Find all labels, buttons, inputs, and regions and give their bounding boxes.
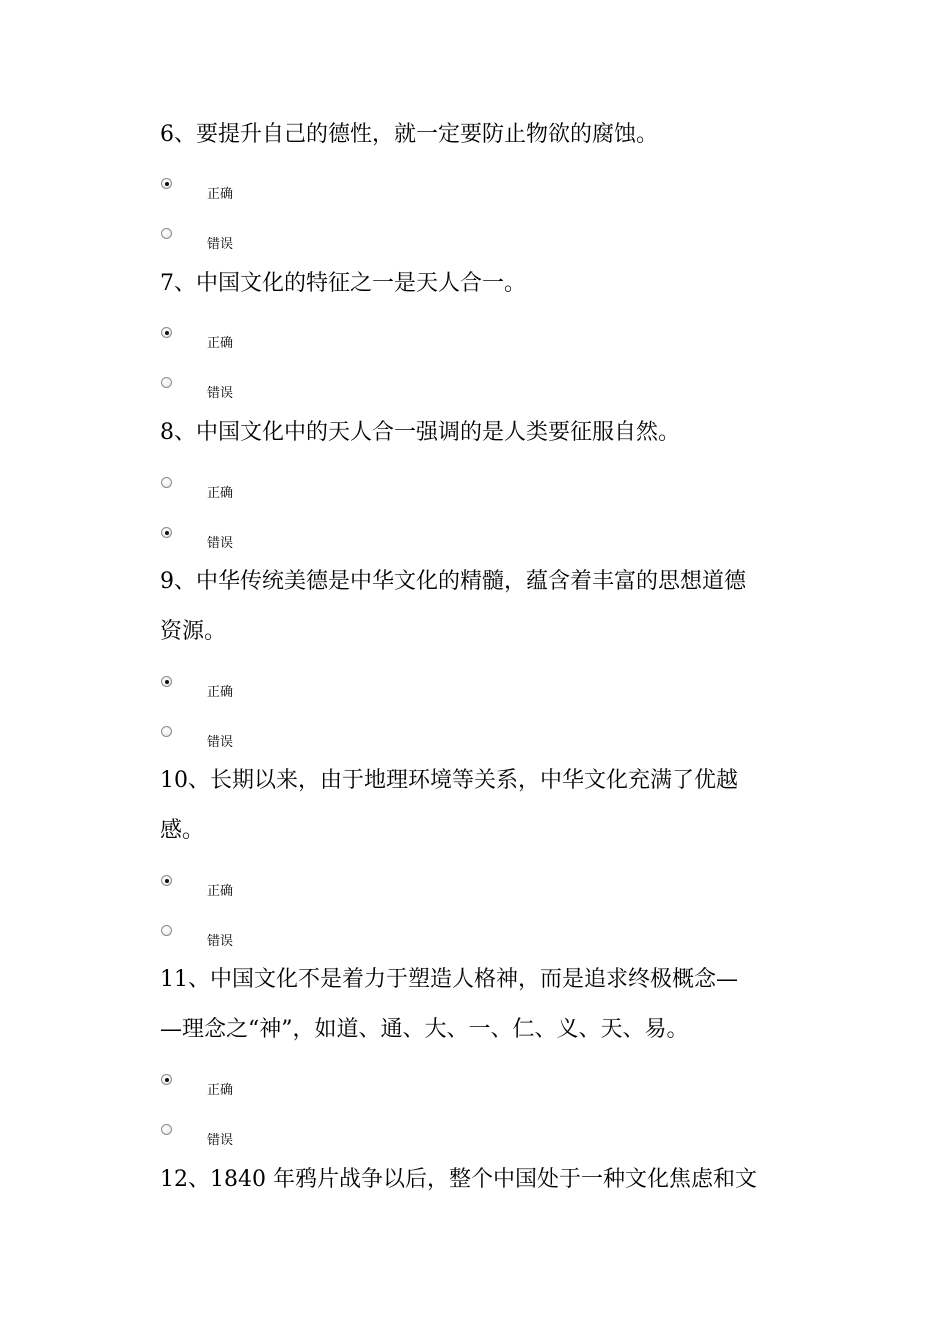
option-label: 正确 — [207, 884, 234, 899]
option-label: 正确 — [207, 187, 234, 202]
question-line: 9、中华传统美德是中华文化的精髓，蕴含着丰富的思想道德 — [160, 569, 746, 594]
question-6-text — [160, 110, 800, 160]
question-9-text — [160, 557, 800, 657]
question-7-option-correct[interactable] — [160, 327, 360, 363]
radio-selected-icon[interactable] — [161, 676, 172, 687]
question-line: —理念之“神”，如道、通、大、一、仁、义、天、易。 — [160, 1017, 689, 1042]
option-label: 错误 — [207, 237, 234, 252]
question-line: 7、中国文化的特征之一是天人合一。 — [160, 271, 526, 296]
question-10-text — [160, 756, 800, 856]
question-9-option-correct[interactable] — [160, 676, 360, 712]
question-10-option-correct[interactable] — [160, 875, 360, 911]
question-7-text — [160, 259, 800, 309]
option-label: 正确 — [207, 336, 234, 351]
radio-unselected-icon[interactable] — [161, 228, 172, 239]
radio-selected-icon[interactable] — [161, 178, 172, 189]
question-line: 感。 — [160, 818, 205, 843]
option-label: 错误 — [207, 386, 234, 401]
radio-selected-icon[interactable] — [161, 875, 172, 886]
radio-selected-icon[interactable] — [161, 527, 172, 538]
question-line: 10、长期以来，由于地理环境等关系，中华文化充满了优越 — [160, 768, 738, 793]
question-8-text — [160, 408, 800, 458]
option-label: 错误 — [207, 1133, 234, 1148]
question-line: 11、中国文化不是着力于塑造人格神，而是追求终极概念— — [160, 967, 738, 992]
question-line: 8、中国文化中的天人合一强调的是人类要征服自然。 — [160, 420, 680, 445]
option-label: 错误 — [207, 934, 234, 949]
question-12-text — [160, 1155, 800, 1205]
radio-selected-icon[interactable] — [161, 1074, 172, 1085]
question-line: 12、1840 年鸦片战争以后，整个中国处于一种文化焦虑和文 — [160, 1167, 757, 1192]
question-11-option-correct[interactable] — [160, 1074, 360, 1110]
radio-unselected-icon[interactable] — [161, 477, 172, 488]
question-11-text — [160, 955, 800, 1055]
option-label: 正确 — [207, 1083, 234, 1098]
question-line: 资源。 — [160, 619, 227, 644]
radio-unselected-icon[interactable] — [161, 925, 172, 936]
option-label: 正确 — [207, 486, 234, 501]
question-8-option-correct[interactable] — [160, 477, 360, 513]
option-label: 正确 — [207, 685, 234, 700]
radio-selected-icon[interactable] — [161, 327, 172, 338]
question-6-option-correct[interactable] — [160, 178, 360, 214]
radio-unselected-icon[interactable] — [161, 1124, 172, 1135]
question-line: 6、要提升自己的德性，就一定要防止物欲的腐蚀。 — [160, 122, 658, 147]
option-label: 错误 — [207, 536, 234, 551]
radio-unselected-icon[interactable] — [161, 377, 172, 388]
option-label: 错误 — [207, 735, 234, 750]
radio-unselected-icon[interactable] — [161, 726, 172, 737]
